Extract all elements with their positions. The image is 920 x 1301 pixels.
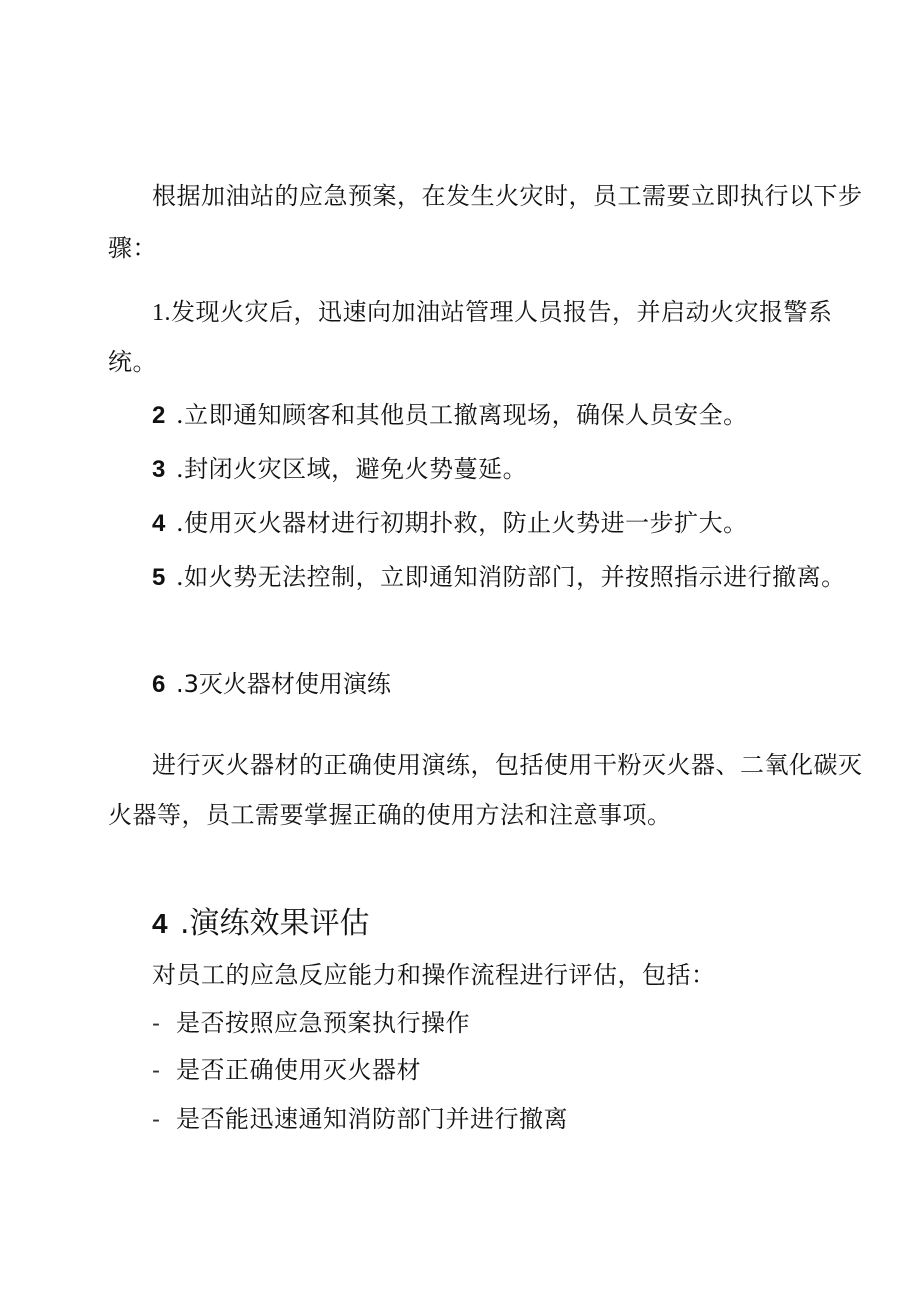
- step-5-text: .如火势无法控制，立即通知消防部门，并按照指示进行撤离。: [176, 563, 846, 591]
- section-4-heading: [152, 898, 370, 942]
- step-4-text: .使用灭火器材进行初期扑救，防止火势进一步扩大。: [176, 509, 748, 537]
- step-2-number: 2: [152, 402, 166, 429]
- section-4-number: 4: [152, 908, 168, 939]
- bullet-item: [152, 1050, 421, 1085]
- step-5: [152, 557, 846, 592]
- bullet-dash: -: [152, 1106, 161, 1133]
- section-6-3-title: .3灭火器材使用演练: [176, 670, 391, 698]
- section-6-3-body-line-2: 火器等，员工需要掌握正确的使用方法和注意事项。: [108, 801, 672, 829]
- step-1-number: 1.: [152, 300, 171, 326]
- step-5-number: 5: [152, 564, 166, 591]
- section-4-title: .演练效果评估: [180, 906, 370, 941]
- section-6-3-heading: [152, 664, 391, 699]
- step-2-text: .立即通知顾客和其他员工撤离现场，确保人员安全。: [176, 401, 748, 429]
- step-1-line-2: 统。: [108, 348, 157, 376]
- bullet-text: 是否按照应急预案执行操作: [176, 1009, 470, 1037]
- intro-line-1: 根据加油站的应急预案，在发生火灾时，员工需要立即执行以下步: [152, 182, 863, 210]
- step-2: [152, 395, 748, 430]
- step-1-text: 发现火灾后，迅速向加油站管理人员报告，并启动火灾报警系: [171, 298, 833, 326]
- step-1-line-1: [152, 292, 833, 327]
- bullet-item: [152, 1099, 568, 1134]
- bullet-dash: -: [152, 1057, 161, 1084]
- bullet-dash: -: [152, 1010, 161, 1037]
- section-4-intro: 对员工的应急反应能力和操作流程进行评估，包括：: [152, 961, 716, 989]
- step-3-text: .封闭火灾区域，避免火势蔓延。: [176, 455, 528, 483]
- section-6-3-body-line-1: 进行灭火器材的正确使用演练，包括使用干粉灭火器、二氧化碳灭: [152, 751, 863, 779]
- bullet-text: 是否正确使用灭火器材: [176, 1056, 421, 1084]
- step-4-number: 4: [152, 510, 166, 537]
- step-3: [152, 449, 527, 484]
- intro-line-2: 骤：: [108, 234, 157, 262]
- bullet-item: [152, 1003, 470, 1038]
- bullet-text: 是否能迅速通知消防部门并进行撤离: [176, 1105, 568, 1133]
- step-4: [152, 503, 748, 538]
- section-6-3-number: 6: [152, 671, 166, 698]
- step-3-number: 3: [152, 456, 166, 483]
